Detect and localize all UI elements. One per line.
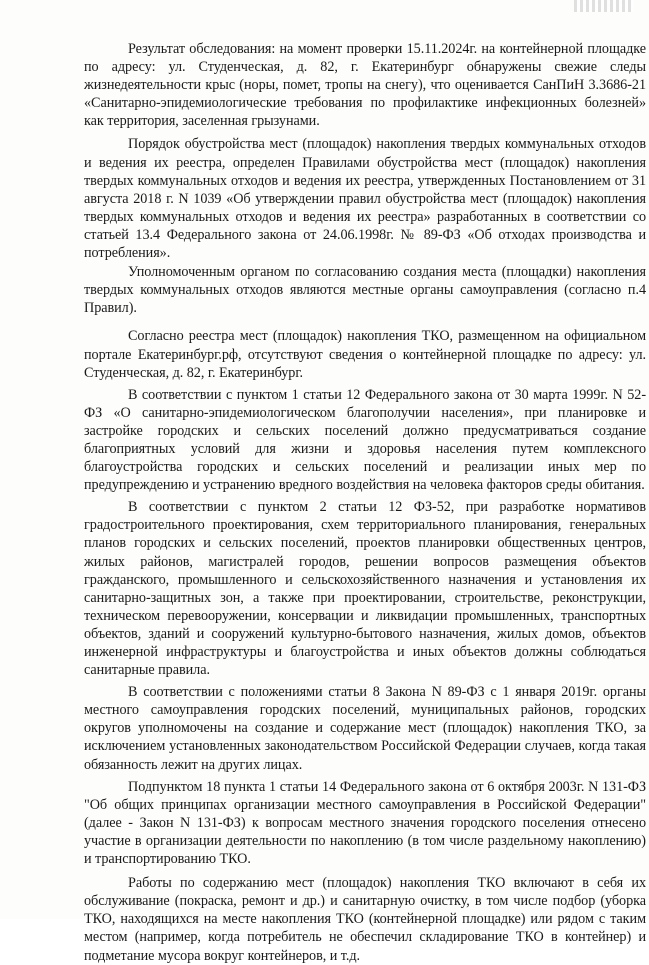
paragraph-article-12-2: В соответствии с пунктом 2 статьи 12 ФЗ-52, при разработке нормативов градостроительного проектирования, схем территориального планирования, генеральных планов городских и сельских поселений, проектов планировки общественных центров, жилых районов, магистралей городов, решении вопросов размещения объектов гражданского, промышленного и сельскохозяйственного назначения и установления их санитарно-защитных зон, а также при проектировании, строительстве, реконструкции, техническом перевооружении, консервации и ликвидации промышленных, транспортных объектов, зданий и сооружений культурно-бытового назначения, жилых домов, объектов инженерной инфраструктуры и благоустройства и иных объектов должны соблюдаться санитарные правила. <box>84 499 646 679</box>
paragraph-inspection-result: Результат обследования: на момент проверки 15.11.2024г. на контейнерной площадке по адресу: ул. Студенческая, д. 82, г. Екатеринбург обнаружены свежие следы жизнедеятельности крыс (норы, помет, тропы на снегу), что оценивается СанПиН 3.3686-21 «Санитарно-эпидемиологические требования по профилактике инфекционных болезней» как территория, заселенная грызунами. <box>84 41 646 130</box>
document-body <box>84 40 646 965</box>
paragraph-article-12-1: В соответствии с пунктом 1 статьи 12 Федерального закона от 30 марта 1999г. N 52-ФЗ «О санитарно-эпидемиологическом благополучии населения», при планировке и застройке городских и сельских поселений должно предусматриваться создание благоприятных условий для жизни и здоровья населения путем комплексного благоустройства городских и сельских поселений и реализации иных мер по предупреждению и устранению вредного воздействия на человека факторов среды обитания. <box>84 386 646 494</box>
paragraph-authorized-body: Уполномоченным органом по согласованию создания места (площадки) накопления твердых коммунальных отходов являются местные органы самоуправления (согласно п.4 Правил). <box>84 264 646 317</box>
paragraph-law-131: Подпунктом 18 пункта 1 статьи 14 Федерального закона от 6 октября 2003г. N 131-ФЗ "Об общих принципах организации местного самоуправления в Российской Федерации" (далее - Закон N 131-ФЗ) к вопросам местного значения городского поселения отнесено участие в организации деятельности по накоплению (в том числе раздельному накоплению) и транспортированию ТКО. <box>84 778 646 868</box>
scan-stamp-mark <box>574 0 634 12</box>
paragraph-registry: Согласно реестра мест (площадок) накопления ТКО, размещенном на официальном портале Екатеринбург.рф, отсутствуют сведения о контейнерной площадке по адресу: ул. Студенческая, д. 82, г. Екатеринбург. <box>84 328 646 381</box>
paragraph-procedure: Порядок обустройства мест (площадок) накопления твердых коммунальных отходов и ведения их реестра, определен Правилами обустройства мест (площадок) накопления твердых коммунальных отходов и ведения их реестра, утвержденных Постановлением от 31 августа 2018 г. N 1039 «Об утверждении правил обустройства мест (площадок) накопления твердых коммунальных отходов и ведения их реестра» разработанных в соответствии со статьей 13.4 Федерального закона от 24.06.1998г. № 89-ФЗ «Об отходах производства и потребления». <box>84 136 646 262</box>
paragraph-maintenance: Работы по содержанию мест (площадок) накопления ТКО включают в себя их обслуживание (покраска, ремонт и др.) и санитарную очистку, в том числе подбор (уборка ТКО, находящихся на месте накопления ТКО (контейнерной площадке) или рядом с таким местом (например, когда потребитель не обеспечил складирование ТКО в контейнер) и подметание мусора вокруг контейнеров, и т.д. <box>84 875 646 964</box>
paragraph-article-8: В соответствии с положениями статьи 8 Закона N 89-ФЗ с 1 января 2019г. органы местного самоуправления городских поселений, муниципальных районов, городских округов уполномочены на создание и содержание мест (площадок) накопления ТКО, за исключением установленных законодательством Российской Федерации случаев, когда такая обязанность лежит на других лицах. <box>84 684 646 773</box>
